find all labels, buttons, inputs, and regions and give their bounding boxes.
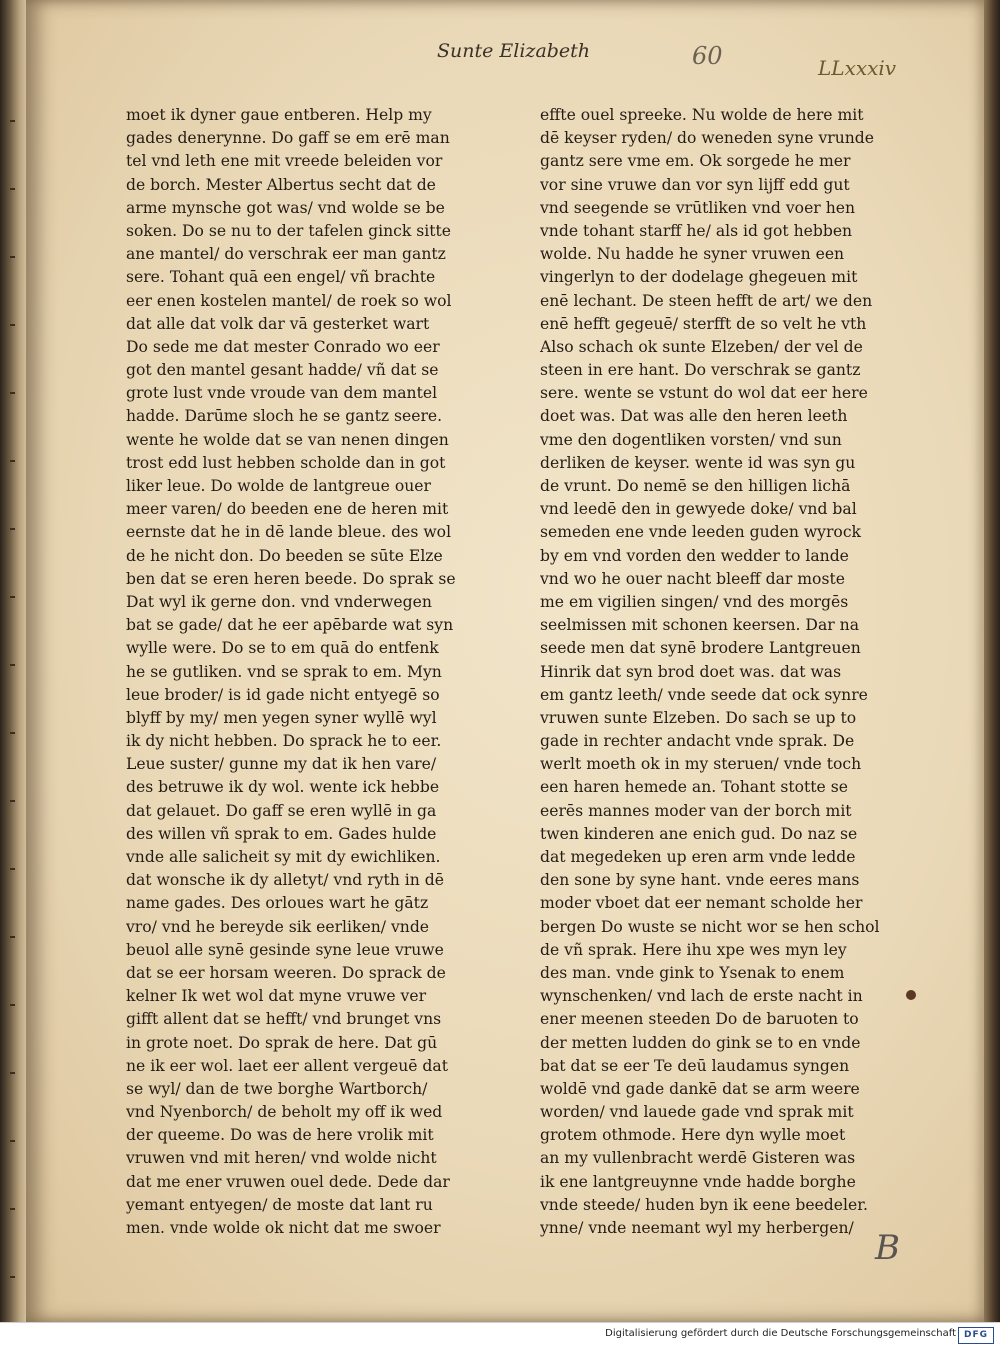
text-line: wylle were. Do se to em quā do entfenk	[126, 639, 439, 658]
text-line: der metten ludden do gink se to en vnde	[540, 1033, 861, 1052]
text-line: grotem othmode. Here dyn wylle moet	[540, 1126, 846, 1145]
text-line: des willen vñ sprak to em. Gades hulde	[126, 824, 437, 843]
text-line: des man. vnde gink to Ysenak to enem	[540, 963, 845, 982]
text-line: dat me ener vruwen ouel dede. Dede dar	[126, 1172, 450, 1191]
text-line: dat megedeken up eren arm vnde ledde	[540, 848, 856, 866]
text-line: vruwen vnd mit heren/ vnd wolde nicht	[126, 1149, 437, 1168]
text-line: yemant entyegen/ de moste dat lant ru	[126, 1195, 433, 1214]
text-line: enē hefft gegeuē/ sterfft de so velt he vth	[540, 314, 867, 333]
page-edge-mark	[10, 1208, 15, 1210]
page-edge-mark	[10, 460, 15, 462]
text-line: der queeme. Do was de here vrolik mit	[126, 1126, 434, 1145]
text-line: tel vnd leth ene mit vreede beleiden vor	[126, 152, 443, 171]
text-line: bat se gade/ dat he eer apēbarde wat syn	[126, 616, 454, 635]
text-line: kelner Ik wet wol dat myne vruwe ver	[126, 987, 427, 1006]
text-line: effte ouel spreeke. Nu wolde de here mit	[540, 106, 864, 124]
text-line: werlt moeth ok in my steruen/ vnde toch	[540, 755, 862, 774]
page-edge-mark	[10, 1004, 15, 1006]
text-line: sere. Tohant quā een engel/ vñ brachte	[126, 268, 436, 287]
dfg-logo: DFG	[958, 1327, 994, 1344]
text-column-left	[126, 104, 478, 1240]
text-line: een haren hemede an. Tohant stotte se	[540, 778, 848, 797]
page-edge-mark	[10, 120, 15, 122]
text-line: semeden ene vnde leeden guden wyrock	[540, 523, 862, 542]
text-line: me em vigilien singen/ vnd des morgēs	[540, 592, 849, 611]
page-edge-mark	[10, 188, 15, 190]
text-line: de vrunt. Do nemē se den hilligen lichā	[540, 477, 851, 495]
ink-stain	[906, 990, 916, 1000]
text-line: des betruwe ik dy wol. wente ick hebbe	[126, 778, 440, 797]
handwritten-folio: LLxxxiv	[818, 56, 897, 80]
text-line: eer enen kostelen mantel/ de roek so wol	[126, 291, 452, 310]
text-line: Hinrik dat syn brod doet was. dat was	[540, 662, 842, 681]
text-line: by em vnd vorden den wedder to lande	[540, 546, 849, 565]
text-line: den sone by syne hant. vnde eeres mans	[540, 871, 860, 890]
text-line: wynschenken/ vnd lach de erste nacht in	[540, 987, 863, 1006]
text-line: vingerlyn to der dodelage ghegeuen mit	[540, 268, 858, 287]
text-line: vnd Nyenborch/ de beholt my off ik wed	[126, 1103, 443, 1122]
text-line: seelmissen mit schonen keersen. Dar na	[540, 616, 859, 635]
text-line: Leue suster/ gunne my dat ik hen vare/	[126, 755, 437, 774]
text-line: worden/ vnd lauede gade vnd sprak mit	[540, 1103, 854, 1122]
text-line: steen in ere hant. Do verschrak se gantz	[540, 361, 861, 380]
text-line: dat gelauet. Do gaff se eren wyllē in ga	[126, 801, 437, 820]
text-line: wente he wolde dat se van nenen dingen	[126, 430, 449, 449]
text-line: ener meenen steeden Do de baruoten to	[540, 1010, 859, 1029]
text-line: vme den dogentliken vorsten/ vnd sun	[540, 430, 842, 449]
text-line: gade in rechter andacht vnde sprak. De	[540, 732, 855, 751]
text-line: grote lust vnde vroude van dem mantel	[126, 384, 438, 403]
text-line: de he nicht don. Do beeden se sūte Elze	[126, 546, 443, 565]
text-line: leue broder/ is id gade nicht entyegē so	[126, 685, 440, 704]
text-line: gantz sere vme em. Ok sorgede he mer	[540, 152, 851, 171]
text-line: trost edd lust hebben scholde dan in got	[126, 453, 446, 472]
text-line: arme mynsche got was/ vnd wolde se be	[126, 198, 445, 217]
page-edge-mark	[10, 256, 15, 258]
page-edge-mark	[10, 596, 15, 598]
text-line: ik dy nicht hebben. Do sprack he to eer.	[126, 732, 442, 751]
text-line: name gades. Des orloues wart he gātz	[126, 894, 429, 913]
text-line: liker leue. Do wolde de lantgreue ouer	[126, 477, 431, 495]
text-line: bergen Do wuste se nicht wor se hen schol	[540, 917, 880, 936]
text-line: ik ene lantgreuynne vnde hadde borghe	[540, 1172, 856, 1191]
text-line: Also schach ok sunte Elzeben/ der vel de	[540, 337, 863, 356]
text-line: vnde tohant starff he/ als id got hebben	[540, 221, 853, 240]
text-line: doet was. Dat was alle den heren leeth	[540, 407, 848, 426]
page-edge-mark	[10, 664, 15, 666]
text-line: ne ik eer wol. laet eer allent vergeuē dat	[126, 1056, 448, 1075]
text-line: gifft allent dat se hefft/ vnd brunget vns	[126, 1010, 442, 1029]
page-edge-mark	[10, 528, 15, 530]
text-line: se wyl/ dan de twe borghe Wartborch/	[126, 1079, 428, 1098]
text-line: woldē vnd gade dankē dat se arm weere	[540, 1079, 860, 1098]
text-line: men. vnde wolde ok nicht dat me swoer	[126, 1219, 441, 1237]
page-edge-mark	[10, 324, 15, 326]
text-line: vnd wo he ouer nacht bleeff dar moste	[540, 569, 845, 588]
page-edge-mark	[10, 392, 15, 394]
text-line: seede men dat synē brodere Lantgreuen	[540, 639, 861, 658]
handwritten-title: Sunte Elizabeth	[437, 40, 591, 62]
text-line: dat alle dat volk dar vā gesterket wart	[126, 314, 430, 333]
text-line: ben dat se eren heren beede. Do sprak se	[126, 569, 456, 588]
text-line: gades denerynne. Do gaff se em erē man	[126, 129, 450, 148]
text-line: de vñ sprak. Here ihu xpe wes myn ley	[540, 940, 847, 959]
text-line: he se gutliken. vnd se sprak to em. Myn	[126, 662, 442, 681]
text-line: beuol alle synē gesinde syne leue vruwe	[126, 940, 444, 959]
text-line: Dat wyl ik gerne don. vnd vnderwegen	[126, 592, 432, 611]
text-line: hadde. Darūme sloch he se gantz seere.	[126, 407, 443, 426]
page-edge-mark	[10, 1072, 15, 1074]
text-line: ynne/ vnde neemant wyl my herbergen/	[540, 1219, 854, 1237]
text-line: vnde alle salicheit sy mit dy ewichliken.	[126, 848, 441, 866]
text-line: an my vullenbracht werdē Gisteren was	[540, 1149, 856, 1168]
text-line: vnd leedē den in gewyede doke/ vnd bal	[540, 500, 857, 519]
text-line: blyff by my/ men yegen syner wyllē wyl	[126, 708, 437, 727]
text-line: ane mantel/ do verschrak eer man gantz	[126, 245, 446, 264]
footer-credit: Digitalisierung gefördert durch die Deutsche Forschungsgemeinschaft	[605, 1328, 956, 1339]
text-line: soken. Do se nu to der tafelen ginck sitte	[126, 221, 452, 240]
text-line: meer varen/ do beeden ene de heren mit	[126, 500, 449, 519]
text-line: vnde steede/ huden byn ik eene beedeler.	[540, 1195, 868, 1214]
page-edge-mark	[10, 732, 15, 734]
text-line: sere. wente se vstunt do wol dat eer here	[540, 384, 868, 403]
text-line: in grote noet. Do sprak de here. Dat gū	[126, 1033, 438, 1052]
text-line: wolde. Nu hadde he syner vruwen een	[540, 245, 845, 264]
text-line: dat se eer horsam weeren. Do sprack de	[126, 963, 446, 982]
page-edge-mark	[10, 936, 15, 938]
page-edge-mark	[10, 868, 15, 870]
text-line: derliken de keyser. wente id was syn gu	[540, 453, 856, 472]
text-line: moet ik dyner gaue entberen. Help my	[126, 106, 432, 124]
handwritten-signature-mark: B	[875, 1228, 900, 1268]
text-line: vruwen sunte Elzeben. Do sach se up to	[540, 708, 857, 727]
text-line: Do sede me dat mester Conrado wo eer	[126, 337, 440, 356]
text-line: got den mantel gesant hadde/ vñ dat se	[126, 361, 439, 380]
text-line: eernste dat he in dē lande bleue. des wol	[126, 523, 452, 542]
text-column-right	[540, 104, 885, 1240]
text-line: em gantz leeth/ vnde seede dat ock synre	[540, 685, 868, 704]
text-line: de borch. Mester Albertus secht dat de	[126, 175, 436, 194]
text-line: moder vboet dat eer nemant scholde her	[540, 894, 863, 913]
text-line: twen kinderen ane enich gud. Do naz se	[540, 824, 858, 843]
text-line: vor sine vruwe dan vor syn lijff edd gut	[540, 175, 850, 194]
text-line: dē keyser ryden/ do weneden syne vrunde	[540, 129, 875, 148]
right-page-edge	[984, 0, 1000, 1322]
text-line: vnd seegende se vrūtliken vnd voer hen	[540, 198, 856, 217]
page-edge-mark	[10, 800, 15, 802]
text-line: bat dat se eer Te deū laudamus syngen	[540, 1056, 850, 1075]
text-line: enē lechant. De steen hefft de art/ we den	[540, 291, 873, 310]
text-line: vro/ vnd he bereyde sik eerliken/ vnde	[126, 917, 430, 936]
text-line: eerēs mannes moder van der borch mit	[540, 801, 852, 820]
left-page-edge	[0, 0, 28, 1322]
page-edge-mark	[10, 1140, 15, 1142]
handwritten-page-number: 60	[692, 42, 723, 70]
footer-bar	[0, 1322, 1000, 1347]
text-line: dat wonsche ik dy alletyt/ vnd ryth in dē	[126, 871, 444, 890]
page-edge-mark	[10, 1276, 15, 1278]
